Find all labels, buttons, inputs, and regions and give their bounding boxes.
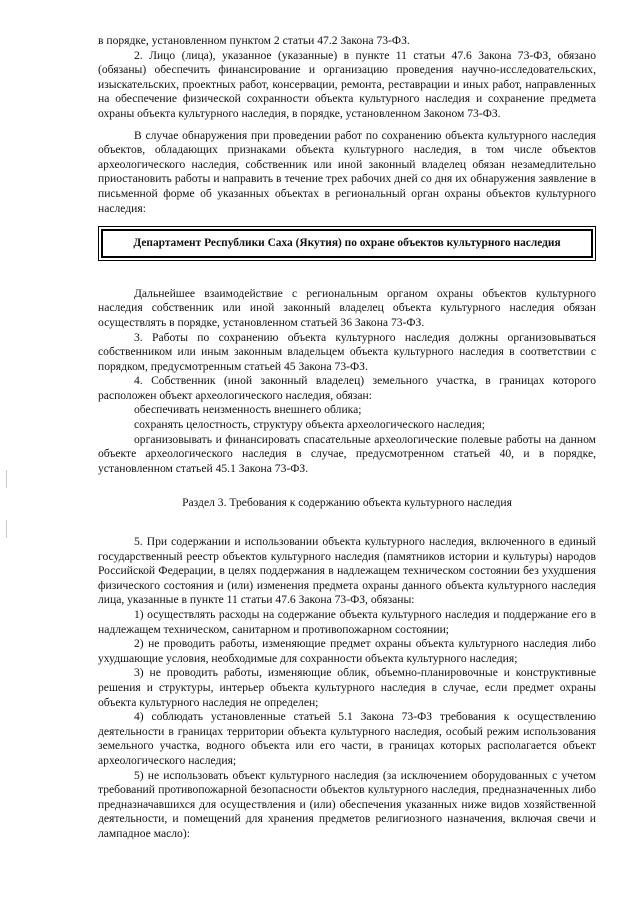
list-item: сохранять целостность, структуру объекта археологического наследия; bbox=[134, 418, 485, 432]
list-item: обеспечивать неизменность внешнего облика; bbox=[134, 403, 362, 417]
list-item: 4) соблюдать установленные статьей 5.1 Закона 73-ФЗ требования к осуществлению деятельности в границах территории объекта культурного наследия, особый режим использования земельного участка, водного объекта или его части, в границах которых располагается объект археологического наследия; bbox=[98, 710, 596, 767]
paragraph: 3. Работы по сохранению объекта культурного наследия должны организовываться собственником или иным законным владельцем объекта культурного наследия в соответствии с порядком, предусмотренным статьей 45 Закона 73-ФЗ. bbox=[98, 330, 596, 373]
paragraph: 5. При содержании и использовании объекта культурного наследия, включенного в единый государственный реестр объектов культурного наследия (памятников истории и культуры) народов Российской Федерации, в целях поддержания в надлежащем техническом состоянии без ухудшения физического состояния и (или) изменения предмета охраны данного объекта культурного наследия лица, указанные в пункте 11 статьи 47.6 Закона 73-ФЗ, обязаны: bbox=[98, 535, 596, 607]
list-item: 2) не проводить работы, изменяющие предмет охраны объекта культурного наследия либо ухудшающие условия, необходимые для сохранности объекта культурного наследия; bbox=[98, 637, 596, 665]
list-item: 1) осуществлять расходы на содержание объекта культурного наследия и поддержание его в надлежащем техническом, санитарном и противопожарном состоянии; bbox=[98, 608, 596, 636]
scan-margin-mark bbox=[6, 470, 7, 488]
list-item: 3) не проводить работы, изменяющие облик, объемно-планировочные и конструктивные решения и структуры, интерьер объекта культурного наследия в случае, если предмет охраны объекта культурного наследия не определен; bbox=[98, 666, 596, 709]
list-item: организовывать и финансировать спасательные археологические полевые работы на данном объекте археологического наследия в случае, предусмотренном статьей 40, и в порядке, установленном статьей 45.1 Закона 73-ФЗ. bbox=[98, 432, 596, 475]
list-item: 5) не использовать объект культурного наследия (за исключением оборудованных с учетом требований противопожарной безопасности объектов культурного наследия, предназначенных либо предназначавшихся для осуществления и (или) обеспечения указанных ниже видов хозяйственной деятельности, и помещений для хранения предметов религиозного назначения, включая свечи и лампадное масло): bbox=[98, 768, 596, 840]
scan-margin-mark bbox=[6, 520, 7, 538]
authority-name: Департамент Республики Саха (Якутия) по охране объектов культурного наследия bbox=[101, 229, 593, 258]
section-heading: Раздел 3. Требования к содержанию объекта культурного наследия bbox=[182, 496, 512, 510]
document-page bbox=[98, 34, 596, 842]
paragraph: 4. Собственник (иной законный владелец) земельного участка, в границах которого расположен объект археологического наследия, обязан: bbox=[98, 374, 596, 402]
paragraph: 2. Лицо (лица), указанное (указанные) в пункте 11 статьи 47.6 Закона 73-ФЗ, обязано (обязаны) обеспечить финансирование и организацию проведения научно-исследовательских, изыскательских, проектных работ, консервации, ремонта, реставрации и иных работ, направленных на обеспечение физической сохранности объекта культурного наследия и сохранение предмета охраны объекта культурного наследия, в порядке, установленном Законом 73-ФЗ. bbox=[98, 48, 596, 120]
paragraph: Дальнейшее взаимодействие с региональным органом охраны объектов культурного наследия собственник или иной законный владелец объекта культурного наследия обязан осуществлять в порядке, установленном статьей 36 Закона 73-ФЗ. bbox=[98, 286, 596, 329]
paragraph: в порядке, установленном пунктом 2 статьи 47.2 Закона 73-ФЗ. bbox=[98, 34, 410, 47]
paragraph: В случае обнаружения при проведении работ по сохранению объекта культурного наследия объектов, обладающих признаками объекта культурного наследия, в том числе объектов археологического наследия, собственник или иной законный владелец обязан незамедлительно приостановить работы и направить в течение трех рабочих дней со дня их обнаружения заявление в письменной форме об указанных объектах в региональный орган охраны объектов культурного наследия: bbox=[98, 128, 596, 215]
authority-box bbox=[98, 226, 596, 261]
